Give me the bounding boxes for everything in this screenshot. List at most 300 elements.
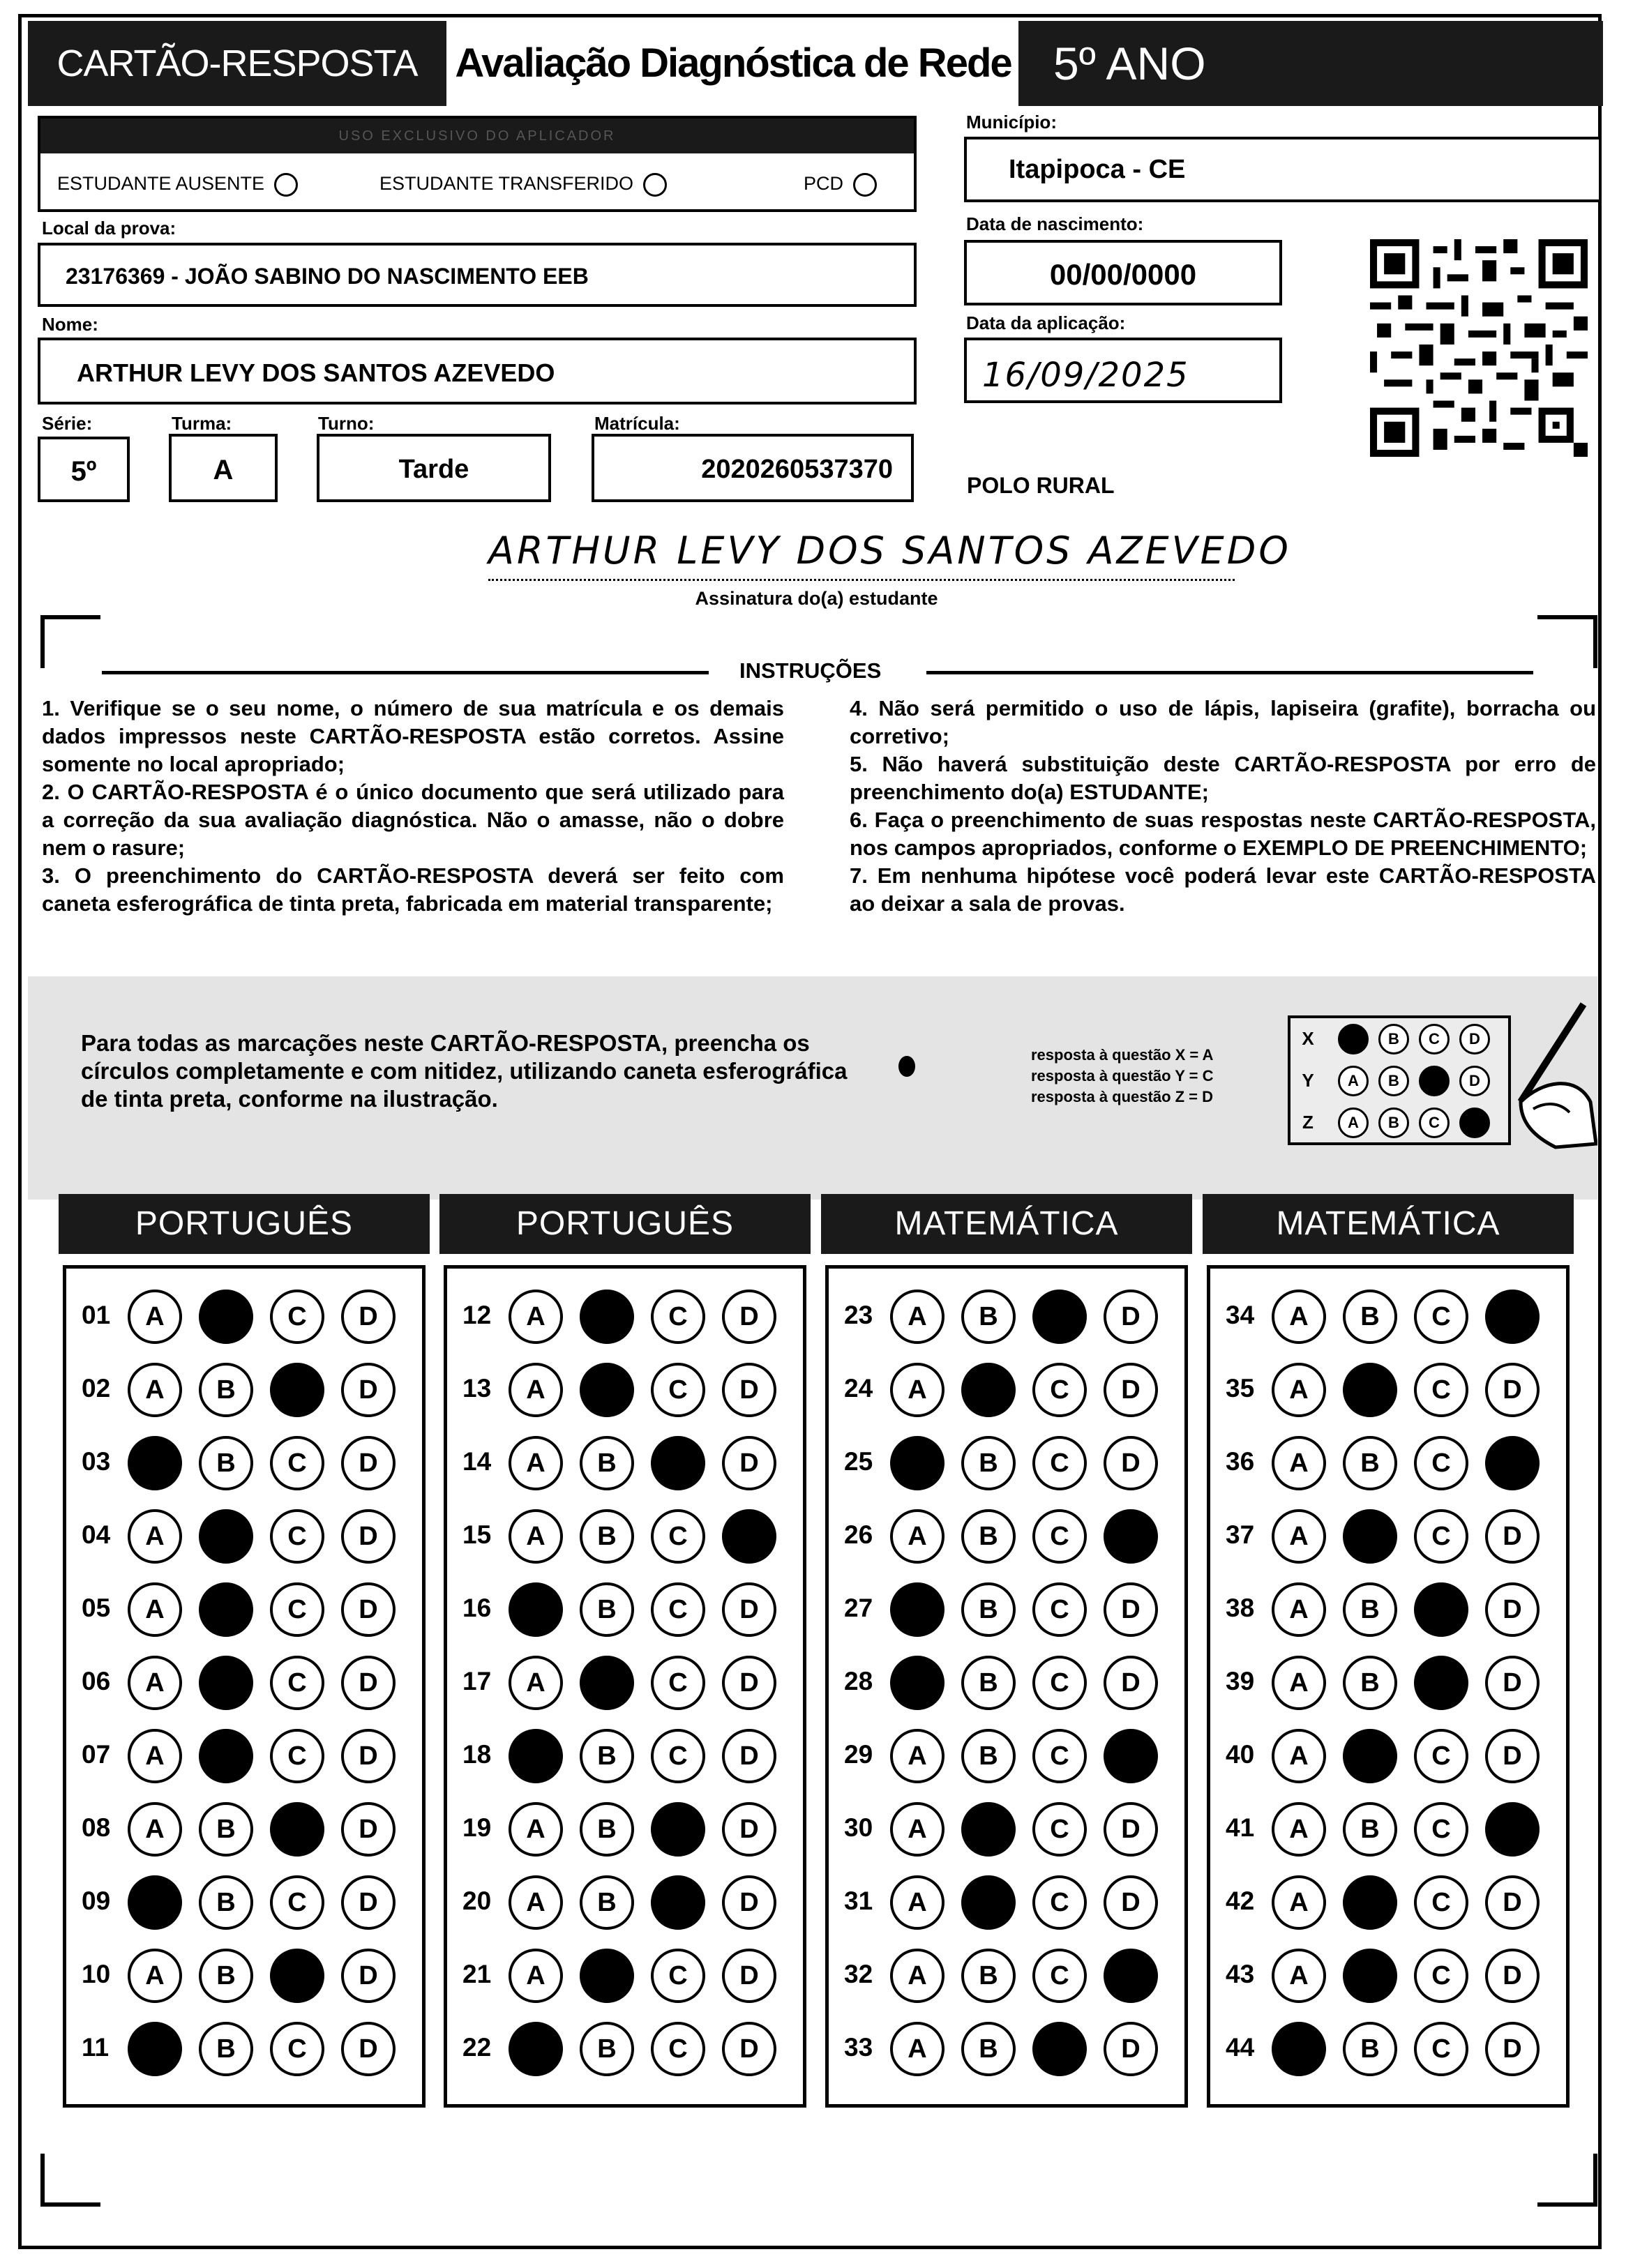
answer-bubble-b[interactable]: B bbox=[1343, 1290, 1397, 1344]
answer-bubble-d[interactable]: D bbox=[722, 2022, 776, 2076]
answer-bubble-b[interactable] bbox=[199, 1656, 253, 1710]
question-row bbox=[829, 1656, 1184, 1711]
answer-bubble-a[interactable]: A bbox=[890, 1729, 945, 1783]
answer-bubble-d[interactable]: D bbox=[722, 1949, 776, 2003]
serie-value: 5º bbox=[70, 456, 97, 487]
answer-bubble-c[interactable]: C bbox=[651, 1290, 705, 1344]
answer-bubble-d[interactable]: D bbox=[722, 1729, 776, 1783]
answer-bubble-a[interactable]: A bbox=[890, 1875, 945, 1930]
question-row bbox=[829, 1509, 1184, 1565]
pcd-label: PCD bbox=[804, 173, 844, 195]
answer-bubble-a[interactable] bbox=[509, 1582, 563, 1637]
question-row bbox=[66, 1582, 422, 1638]
answer-bubble-c[interactable]: C bbox=[1032, 1875, 1087, 1930]
answer-bubble-c[interactable]: C bbox=[1032, 1582, 1087, 1637]
local-field bbox=[38, 243, 917, 307]
answer-column bbox=[63, 1265, 426, 2108]
answer-bubble-c[interactable]: C bbox=[270, 1656, 324, 1710]
instructions-rule-right bbox=[926, 671, 1533, 674]
turno-value: Tarde bbox=[398, 455, 469, 484]
answer-bubble-b[interactable]: B bbox=[1343, 1436, 1397, 1490]
signature-label: Assinatura do(a) estudante bbox=[695, 588, 938, 609]
question-number: 08 bbox=[82, 1813, 111, 1842]
example-bubble: A bbox=[1338, 1107, 1369, 1138]
answer-bubble-b[interactable]: B bbox=[961, 1509, 1016, 1564]
answer-bubble-c[interactable] bbox=[270, 1363, 324, 1417]
question-number: 38 bbox=[1226, 1594, 1255, 1622]
answer-bubble-d[interactable] bbox=[1485, 1802, 1540, 1857]
answer-bubble-a[interactable]: A bbox=[509, 1802, 563, 1857]
answer-bubble-d[interactable]: D bbox=[1104, 1875, 1158, 1930]
answer-bubble-b[interactable]: B bbox=[199, 1875, 253, 1930]
answer-bubble-a[interactable]: A bbox=[128, 1363, 182, 1417]
example-row-y bbox=[1290, 1061, 1508, 1102]
answer-bubble-d[interactable] bbox=[1104, 1729, 1158, 1783]
answer-bubble-a[interactable]: A bbox=[128, 1509, 182, 1564]
instruction-1: 1. Verifique se o seu nome, o número de sua matrícula e os demais dados impressos neste CARTÃO-RESPOSTA estão corretos. Assine somente no local apropriado; bbox=[42, 696, 784, 776]
answer-bubble-b[interactable] bbox=[1343, 1875, 1397, 1930]
absent-radio[interactable] bbox=[274, 173, 298, 197]
answer-bubble-d[interactable]: D bbox=[1485, 1729, 1540, 1783]
question-row bbox=[447, 1363, 803, 1419]
answer-bubble-a[interactable] bbox=[890, 1436, 945, 1490]
answer-bubble-d[interactable]: D bbox=[341, 1582, 396, 1637]
question-number: 33 bbox=[844, 2033, 873, 2062]
answer-bubble-a[interactable]: A bbox=[509, 1363, 563, 1417]
answer-bubble-a[interactable] bbox=[128, 1436, 182, 1490]
answer-bubble-a[interactable]: A bbox=[1272, 1656, 1326, 1710]
answer-bubble-d[interactable]: D bbox=[341, 2022, 396, 2076]
applicator-box bbox=[38, 116, 917, 212]
polo-label: POLO RURAL bbox=[967, 473, 1115, 498]
answer-bubble-d[interactable]: D bbox=[341, 1802, 396, 1857]
instruction-2: 2. O CARTÃO-RESPOSTA é o único documento que será utilizado para a correção da sua avaliação diagnóstica. Não o amasse, não o dobre nem o rasure; bbox=[42, 780, 784, 860]
answer-bubble-c[interactable]: C bbox=[651, 1729, 705, 1783]
example-bubble: B bbox=[1378, 1066, 1409, 1096]
question-number: 25 bbox=[844, 1447, 873, 1476]
answer-column bbox=[825, 1265, 1188, 2108]
exam-title: Avaliação Diagnóstica de Rede bbox=[455, 40, 1011, 86]
answer-bubble-c[interactable]: C bbox=[270, 1875, 324, 1930]
question-number: 26 bbox=[844, 1520, 873, 1549]
answer-bubble-c[interactable]: C bbox=[651, 1509, 705, 1564]
answer-bubble-b[interactable]: B bbox=[961, 1656, 1016, 1710]
answer-bubble-b[interactable]: B bbox=[199, 1436, 253, 1490]
answer-bubble-a[interactable]: A bbox=[509, 1290, 563, 1344]
answer-bubble-b[interactable]: B bbox=[199, 2022, 253, 2076]
answer-bubble-c[interactable]: C bbox=[651, 1363, 705, 1417]
answer-bubble-c[interactable] bbox=[651, 1875, 705, 1930]
answer-bubble-a[interactable]: A bbox=[1272, 1949, 1326, 2003]
answer-bubble-d[interactable]: D bbox=[1104, 1290, 1158, 1344]
answer-bubble-a[interactable]: A bbox=[1272, 1363, 1326, 1417]
answer-bubble-b[interactable] bbox=[961, 1363, 1016, 1417]
question-row bbox=[1210, 1802, 1566, 1858]
answer-bubble-b[interactable] bbox=[199, 1509, 253, 1564]
question-row bbox=[447, 1509, 803, 1565]
question-row bbox=[829, 2022, 1184, 2078]
answer-bubble-a[interactable]: A bbox=[509, 1509, 563, 1564]
answer-column bbox=[444, 1265, 806, 2108]
answer-bubble-d[interactable] bbox=[1485, 1290, 1540, 1344]
answer-bubble-d[interactable]: D bbox=[1485, 1509, 1540, 1564]
answer-bubble-b[interactable] bbox=[961, 1875, 1016, 1930]
answer-bubble-d[interactable]: D bbox=[1485, 1363, 1540, 1417]
question-number: 01 bbox=[82, 1301, 111, 1329]
answer-bubble-d[interactable]: D bbox=[722, 1802, 776, 1857]
answer-bubble-c[interactable]: C bbox=[1032, 1363, 1087, 1417]
answer-bubble-d[interactable]: D bbox=[1485, 1949, 1540, 2003]
answer-bubble-a[interactable]: A bbox=[128, 1729, 182, 1783]
answer-bubble-b[interactable]: B bbox=[580, 1875, 634, 1930]
example-row-label: X bbox=[1302, 1028, 1314, 1049]
answer-bubble-c[interactable]: C bbox=[1414, 1290, 1468, 1344]
answer-bubble-c[interactable]: C bbox=[1032, 1509, 1087, 1564]
nome-label: Nome: bbox=[42, 314, 98, 335]
answer-bubble-a[interactable]: A bbox=[128, 1949, 182, 2003]
answer-bubble-c[interactable]: C bbox=[1032, 1729, 1087, 1783]
question-number: 44 bbox=[1226, 2033, 1255, 2062]
answer-bubble-c[interactable]: C bbox=[270, 1509, 324, 1564]
answer-bubble-c[interactable] bbox=[1032, 1290, 1087, 1344]
instruction-5: 5. Não haverá substituição deste CARTÃO-RESPOSTA por erro de preenchimento do(a) ESTUDANTE; bbox=[850, 752, 1596, 804]
answer-bubble-a[interactable]: A bbox=[509, 1656, 563, 1710]
answer-bubble-d[interactable]: D bbox=[722, 1436, 776, 1490]
answer-bubble-a[interactable]: A bbox=[890, 2022, 945, 2076]
answer-bubble-a[interactable] bbox=[128, 1875, 182, 1930]
answer-bubble-a[interactable] bbox=[890, 1656, 945, 1710]
answer-bubble-c[interactable]: C bbox=[651, 2022, 705, 2076]
aplicacao-label: Data da aplicação: bbox=[966, 312, 1126, 333]
question-number: 35 bbox=[1226, 1374, 1255, 1403]
answer-bubble-c[interactable] bbox=[270, 1802, 324, 1857]
answer-bubble-d[interactable]: D bbox=[341, 1875, 396, 1930]
answer-bubble-a[interactable]: A bbox=[509, 1949, 563, 2003]
question-number: 39 bbox=[1226, 1667, 1255, 1695]
answer-bubble-b[interactable] bbox=[199, 1582, 253, 1637]
example-row-label: Y bbox=[1302, 1070, 1314, 1091]
question-row bbox=[66, 1802, 422, 1858]
answer-bubble-d[interactable]: D bbox=[722, 1582, 776, 1637]
answer-bubble-c[interactable] bbox=[1032, 2022, 1087, 2076]
answer-bubble-d[interactable]: D bbox=[722, 1363, 776, 1417]
answer-bubble-a[interactable]: A bbox=[1272, 1509, 1326, 1564]
answer-bubble-a[interactable]: A bbox=[509, 1436, 563, 1490]
question-row bbox=[1210, 1363, 1566, 1419]
transferred-option[interactable] bbox=[379, 173, 667, 197]
question-row bbox=[66, 1436, 422, 1492]
example-bubble: D bbox=[1459, 1066, 1490, 1096]
answer-bubble-a[interactable] bbox=[890, 1582, 945, 1637]
answer-bubble-a[interactable]: A bbox=[890, 1363, 945, 1417]
answer-bubble-a[interactable] bbox=[1272, 2022, 1326, 2076]
answer-bubble-c[interactable] bbox=[651, 1436, 705, 1490]
answer-bubble-a[interactable]: A bbox=[1272, 1729, 1326, 1783]
answer-bubble-b[interactable] bbox=[1343, 1363, 1397, 1417]
answer-bubble-c[interactable]: C bbox=[651, 1949, 705, 2003]
answer-bubble-b[interactable]: B bbox=[1343, 1802, 1397, 1857]
answer-bubble-d[interactable]: D bbox=[341, 1290, 396, 1344]
nome-value: ARTHUR LEVY DOS SANTOS AZEVEDO bbox=[77, 358, 555, 387]
answer-bubble-b[interactable] bbox=[1343, 1949, 1397, 2003]
question-row bbox=[447, 1875, 803, 1931]
question-number: 32 bbox=[844, 1960, 873, 1988]
question-row bbox=[829, 1436, 1184, 1492]
question-row bbox=[1210, 1436, 1566, 1492]
answer-bubble-a[interactable] bbox=[509, 2022, 563, 2076]
question-row bbox=[66, 1875, 422, 1931]
answer-bubble-c[interactable]: C bbox=[1414, 1949, 1468, 2003]
answer-bubble-b[interactable]: B bbox=[1343, 1582, 1397, 1637]
question-row bbox=[66, 1656, 422, 1711]
local-label: Local da prova: bbox=[42, 218, 176, 239]
question-number: 20 bbox=[462, 1887, 492, 1915]
transferred-label: ESTUDANTE TRANSFERIDO bbox=[379, 173, 634, 195]
answer-bubble-b[interactable] bbox=[199, 1290, 253, 1344]
answer-bubble-b[interactable]: B bbox=[580, 1802, 634, 1857]
question-number: 31 bbox=[844, 1887, 873, 1915]
signature-line bbox=[488, 579, 1235, 581]
question-number: 17 bbox=[462, 1667, 492, 1695]
answer-bubble-a[interactable] bbox=[509, 1729, 563, 1783]
example-bubble bbox=[1419, 1066, 1450, 1096]
answer-bubble-d[interactable] bbox=[722, 1509, 776, 1564]
question-number: 12 bbox=[462, 1301, 492, 1329]
question-number: 29 bbox=[844, 1740, 873, 1769]
answer-bubble-d[interactable]: D bbox=[1485, 1582, 1540, 1637]
answer-bubble-d[interactable]: D bbox=[722, 1290, 776, 1344]
instructions-title: INSTRUÇÕES bbox=[739, 658, 882, 683]
answer-bubble-d[interactable]: D bbox=[341, 1363, 396, 1417]
answer-bubble-c[interactable]: C bbox=[1414, 1436, 1468, 1490]
answer-bubble-b[interactable]: B bbox=[199, 1949, 253, 2003]
answer-bubble-c[interactable]: C bbox=[1414, 1729, 1468, 1783]
turma-label: Turma: bbox=[172, 413, 232, 434]
answer-bubble-c[interactable]: C bbox=[270, 1436, 324, 1490]
instructions-rule-left bbox=[102, 671, 709, 674]
answer-bubble-a[interactable]: A bbox=[890, 1290, 945, 1344]
matricula-field bbox=[592, 434, 914, 502]
question-row bbox=[66, 1949, 422, 2004]
answer-bubble-d[interactable]: D bbox=[341, 1949, 396, 2003]
question-row bbox=[447, 1436, 803, 1492]
answer-bubble-d[interactable]: D bbox=[1485, 1656, 1540, 1710]
example-row-z bbox=[1290, 1103, 1508, 1144]
question-row bbox=[1210, 1656, 1566, 1711]
matricula-value: 2020260537370 bbox=[701, 455, 893, 484]
answer-bubble-a[interactable]: A bbox=[1272, 1802, 1326, 1857]
answer-bubble-a[interactable]: A bbox=[1272, 1875, 1326, 1930]
answer-bubble-c[interactable]: C bbox=[1414, 1363, 1468, 1417]
question-number: 18 bbox=[462, 1740, 492, 1769]
answer-bubble-b[interactable]: B bbox=[580, 1509, 634, 1564]
aplicacao-field bbox=[964, 338, 1282, 403]
answer-bubble-b[interactable]: B bbox=[199, 1802, 253, 1857]
aplicacao-value: 16/09/2025 bbox=[982, 356, 1189, 395]
question-number: 42 bbox=[1226, 1887, 1255, 1915]
answer-bubble-b[interactable] bbox=[580, 1363, 634, 1417]
answer-bubble-a[interactable] bbox=[128, 2022, 182, 2076]
question-number: 27 bbox=[844, 1594, 873, 1622]
answer-bubble-d[interactable]: D bbox=[341, 1436, 396, 1490]
corner-mark-top-right bbox=[1537, 615, 1597, 668]
turno-label: Turno: bbox=[318, 413, 375, 434]
answer-bubble-a[interactable]: A bbox=[128, 1582, 182, 1637]
answer-bubble-a[interactable]: A bbox=[1272, 1436, 1326, 1490]
answer-bubble-b[interactable] bbox=[199, 1729, 253, 1783]
answer-bubble-c[interactable]: C bbox=[270, 2022, 324, 2076]
answer-bubble-b[interactable]: B bbox=[961, 1582, 1016, 1637]
pcd-radio[interactable] bbox=[853, 173, 877, 197]
answer-bubble-c[interactable]: C bbox=[1414, 1802, 1468, 1857]
answer-bubble-c[interactable]: C bbox=[1414, 1875, 1468, 1930]
question-row bbox=[66, 1509, 422, 1565]
question-number: 36 bbox=[1226, 1447, 1255, 1476]
answer-bubble-d[interactable]: D bbox=[1104, 2022, 1158, 2076]
answer-bubble-b[interactable]: B bbox=[580, 1436, 634, 1490]
answer-bubble-c[interactable] bbox=[270, 1949, 324, 2003]
answer-bubble-b[interactable] bbox=[580, 1656, 634, 1710]
answer-bubble-a[interactable]: A bbox=[128, 1290, 182, 1344]
transferred-radio[interactable] bbox=[643, 173, 667, 197]
answer-bubble-c[interactable]: C bbox=[1032, 1802, 1087, 1857]
answer-bubble-b[interactable]: B bbox=[580, 1582, 634, 1637]
answer-bubble-a[interactable]: A bbox=[1272, 1290, 1326, 1344]
answer-bubble-b[interactable]: B bbox=[199, 1363, 253, 1417]
answer-bubble-b[interactable]: B bbox=[961, 1949, 1016, 2003]
example-bubble: C bbox=[1419, 1107, 1450, 1138]
answer-bubble-c[interactable]: C bbox=[651, 1656, 705, 1710]
answer-bubble-c[interactable]: C bbox=[651, 1582, 705, 1637]
example-bubble: A bbox=[1338, 1066, 1369, 1096]
answer-bubble-a[interactable]: A bbox=[890, 1509, 945, 1564]
answer-bubble-d[interactable]: D bbox=[722, 1656, 776, 1710]
question-number: 15 bbox=[462, 1520, 492, 1549]
example-dot bbox=[898, 1056, 915, 1077]
answer-bubble-d[interactable]: D bbox=[1104, 1656, 1158, 1710]
answer-bubble-d[interactable] bbox=[1104, 1949, 1158, 2003]
question-number: 19 bbox=[462, 1813, 492, 1842]
answer-bubble-b[interactable] bbox=[1343, 1729, 1397, 1783]
answer-bubble-c[interactable] bbox=[651, 1802, 705, 1857]
example-legend-z: resposta à questão Z = D bbox=[1031, 1088, 1214, 1105]
answer-bubble-b[interactable]: B bbox=[961, 1436, 1016, 1490]
instruction-3: 3. O preenchimento do CARTÃO-RESPOSTA deverá ser feito com caneta esferográfica de tinta preta, fabricada em material transparente; bbox=[42, 863, 784, 916]
answer-bubble-c[interactable]: C bbox=[1032, 1656, 1087, 1710]
answer-bubble-b[interactable]: B bbox=[1343, 1656, 1397, 1710]
answer-bubble-a[interactable]: A bbox=[509, 1875, 563, 1930]
answer-bubble-a[interactable]: A bbox=[128, 1656, 182, 1710]
answer-bubble-d[interactable]: D bbox=[1485, 2022, 1540, 2076]
applicator-banner: USO EXCLUSIVO DO APLICADOR bbox=[40, 119, 914, 153]
answer-bubble-c[interactable]: C bbox=[1032, 1436, 1087, 1490]
question-number: 28 bbox=[844, 1667, 873, 1695]
question-row bbox=[447, 1949, 803, 2004]
nascimento-label: Data de nascimento: bbox=[966, 213, 1144, 234]
answer-bubble-a[interactable]: A bbox=[128, 1802, 182, 1857]
answer-bubble-b[interactable] bbox=[961, 1802, 1016, 1857]
subject-header: PORTUGUÊS bbox=[439, 1194, 811, 1254]
question-row bbox=[66, 1363, 422, 1419]
absent-label: ESTUDANTE AUSENTE bbox=[57, 173, 265, 195]
answer-bubble-b[interactable]: B bbox=[580, 2022, 634, 2076]
grade-title: 5º ANO bbox=[1018, 21, 1603, 106]
answer-bubble-c[interactable]: C bbox=[1414, 2022, 1468, 2076]
answer-bubble-b[interactable]: B bbox=[1343, 2022, 1397, 2076]
answer-bubble-c[interactable]: C bbox=[270, 1582, 324, 1637]
example-legend-x: resposta à questão X = A bbox=[1031, 1046, 1214, 1064]
answer-bubble-d[interactable]: D bbox=[341, 1729, 396, 1783]
hand-pen-icon bbox=[1479, 997, 1597, 1151]
question-row bbox=[447, 1802, 803, 1858]
example-bubble: B bbox=[1378, 1107, 1409, 1138]
answer-bubble-c[interactable]: C bbox=[1414, 1509, 1468, 1564]
question-row bbox=[829, 1875, 1184, 1931]
corner-mark-bottom-right bbox=[1537, 2154, 1597, 2207]
answer-bubble-b[interactable]: B bbox=[961, 1729, 1016, 1783]
question-number: 23 bbox=[844, 1301, 873, 1329]
pcd-option[interactable] bbox=[804, 173, 877, 197]
answer-bubble-d[interactable]: D bbox=[341, 1509, 396, 1564]
answer-bubble-d[interactable]: D bbox=[1104, 1802, 1158, 1857]
answer-bubble-c[interactable]: C bbox=[270, 1290, 324, 1344]
answer-bubble-d[interactable]: D bbox=[1485, 1875, 1540, 1930]
answer-bubble-d[interactable] bbox=[1485, 1436, 1540, 1490]
qr-code bbox=[1370, 237, 1588, 459]
example-bubble: C bbox=[1419, 1024, 1450, 1054]
question-row bbox=[66, 2022, 422, 2078]
instruction-7: 7. Em nenhuma hipótese você poderá levar este CARTÃO-RESPOSTA ao deixar a sala de provas. bbox=[850, 863, 1596, 916]
turma-value: A bbox=[213, 455, 234, 485]
answer-bubble-b[interactable] bbox=[1343, 1509, 1397, 1564]
answer-bubble-d[interactable] bbox=[1104, 1509, 1158, 1564]
example-legend bbox=[1031, 1045, 1213, 1107]
answer-bubble-a[interactable]: A bbox=[890, 1949, 945, 2003]
instructions-right bbox=[850, 695, 1596, 918]
turma-field bbox=[169, 434, 278, 502]
answer-bubble-c[interactable] bbox=[1414, 1656, 1468, 1710]
absent-option[interactable] bbox=[57, 173, 298, 197]
answer-bubble-c[interactable]: C bbox=[270, 1729, 324, 1783]
example-grid bbox=[1288, 1015, 1511, 1145]
question-row bbox=[829, 1363, 1184, 1419]
answer-bubble-d[interactable]: D bbox=[722, 1875, 776, 1930]
question-number: 11 bbox=[82, 2033, 110, 2062]
question-row bbox=[829, 1949, 1184, 2004]
answer-bubble-d[interactable]: D bbox=[1104, 1582, 1158, 1637]
answer-bubble-b[interactable]: B bbox=[961, 2022, 1016, 2076]
answer-bubble-b[interactable] bbox=[580, 1290, 634, 1344]
answer-bubble-d[interactable]: D bbox=[1104, 1436, 1158, 1490]
answer-bubble-a[interactable]: A bbox=[890, 1802, 945, 1857]
question-row bbox=[829, 1729, 1184, 1785]
answer-bubble-b[interactable] bbox=[580, 1949, 634, 2003]
question-row bbox=[447, 1582, 803, 1638]
question-row bbox=[447, 1290, 803, 1345]
answer-bubble-c[interactable] bbox=[1414, 1582, 1468, 1637]
answer-bubble-b[interactable]: B bbox=[580, 1729, 634, 1783]
answer-bubble-d[interactable]: D bbox=[1104, 1363, 1158, 1417]
signature: ARTHUR LEVY DOS SANTOS AZEVEDO bbox=[488, 529, 1291, 573]
answer-bubble-c[interactable]: C bbox=[1032, 1949, 1087, 2003]
example-text: Para todas as marcações neste CARTÃO-RESPOSTA, preencha os círculos completamente e com nitidez, utilizando caneta esferográfica de tinta preta, conforme na ilustração. bbox=[81, 1030, 848, 1112]
answer-bubble-b[interactable]: B bbox=[961, 1290, 1016, 1344]
answer-bubble-a[interactable]: A bbox=[1272, 1582, 1326, 1637]
local-value: 23176369 - JOÃO SABINO DO NASCIMENTO EEB bbox=[66, 264, 589, 289]
answer-bubble-d[interactable]: D bbox=[341, 1656, 396, 1710]
example-row-x bbox=[1290, 1020, 1508, 1060]
question-row bbox=[1210, 2022, 1566, 2078]
